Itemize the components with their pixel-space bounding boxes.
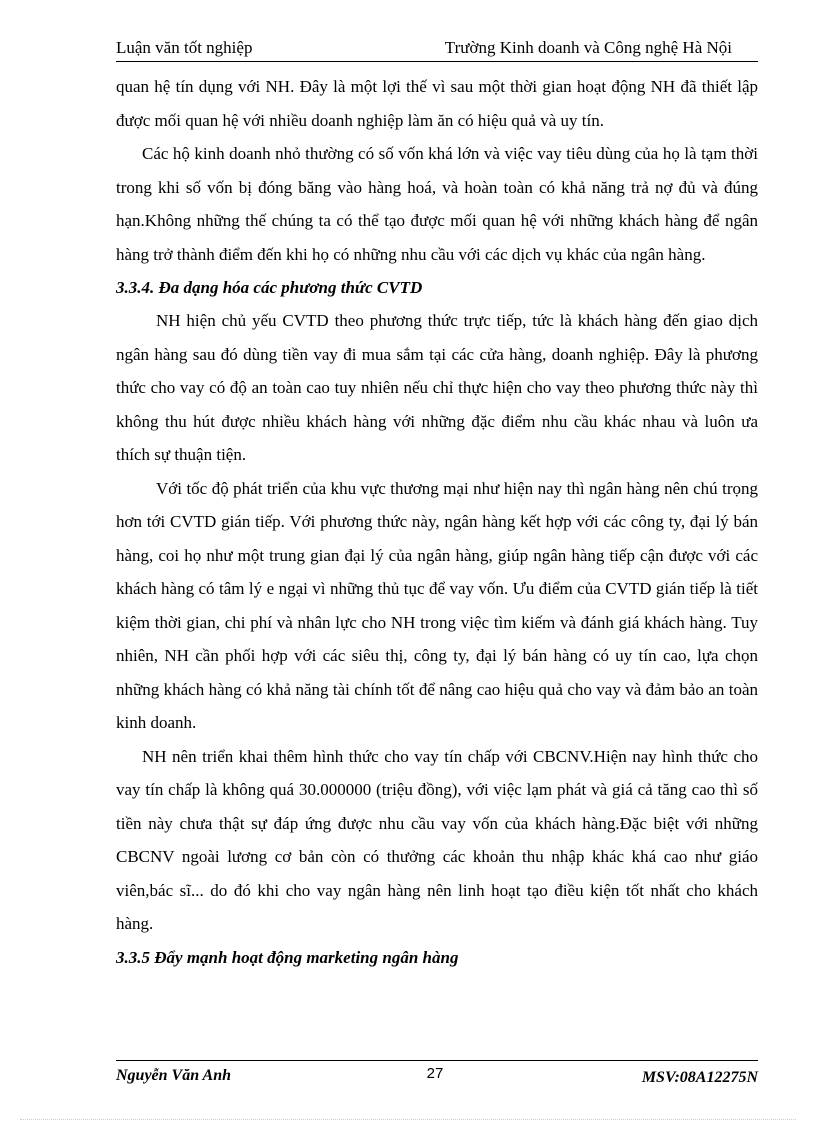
- page-bottom-edge: [20, 1119, 796, 1120]
- paragraph-household-business: Các hộ kinh doanh nhỏ thường có số vốn khá lớn và việc vay tiêu dùng của họ là tạm thời trong khi số vốn bị đóng băng vào hàng hoá, và hoàn toàn có khả năng trả nợ đủ và đúng hạn.Không những thế chúng ta có thể tạo được mối quan hệ với những khách hàng để ngân hàng trở thành điểm đến khi họ có những nhu cầu với các dịch vụ khác của ngân hàng.: [116, 144, 758, 264]
- page-header: [116, 38, 758, 60]
- page-number: 27: [426, 1065, 444, 1082]
- footer-divider: [116, 1060, 758, 1061]
- header-divider: [116, 61, 758, 62]
- section-heading-3-3-4: 3.3.4. Đa dạng hóa các phương thức CVTD: [116, 278, 423, 297]
- paragraph-indirect-lending: Với tốc độ phát triển của khu vực thương mại như hiện nay thì ngân hàng nên chú trọng hơn tới CVTD gián tiếp. Với phương thức này, ngân hàng kết hợp với các công ty, đại lý bán hàng, coi họ như một trung gian đại lý của ngân hàng, giúp ngân hàng tiếp cận được với các khách hàng có tâm lý e ngại vì những thủ tục để vay vốn. Ưu điểm của CVTD gián tiếp là tiết kiệm thời gian, chi phí và nhân lực cho NH trong việc tìm kiếm và đánh giá khách hàng. Tuy nhiên, NH cần phối hợp với các siêu thị, công ty, đại lý bán hàng có uy tín cao, lựa chọn những khách hàng có khả năng tài chính tốt để nâng cao hiệu quả cho vay và đảm bảo an toàn kinh doanh.: [116, 478, 758, 732]
- footer-student-id: MSV:08A12275N: [641, 1069, 758, 1086]
- page-body: [116, 70, 758, 974]
- paragraph-continuation: quan hệ tín dụng với NH. Đây là một lợi thế vì sau một thời gian hoạt động NH đã thiết lập được mối quan hệ với nhiều doanh nghiệp làm ăn có hiệu quả và uy tín.: [116, 77, 758, 130]
- footer-author: Nguyễn Văn Anh: [116, 1067, 231, 1084]
- section-heading-3-3-5: 3.3.5 Đẩy mạnh hoạt động marketing ngân hàng: [116, 947, 459, 967]
- paragraph-direct-lending: NH hiện chủ yếu CVTD theo phương thức trực tiếp, tức là khách hàng đến giao dịch ngân hàng sau đó dùng tiền vay đi mua sắm tại các cửa hàng, doanh nghiệp. Đây là phương thức cho vay có độ an toàn cao tuy nhiên nếu chỉ thực hiện cho vay theo phương thức này thì không thu hút được nhiều khách hàng với những đặc điểm nhu cầu khác nhau và luôn ưa thích sự thuận tiện.: [116, 311, 758, 464]
- header-thesis-label: Luận văn tốt nghiệp: [116, 38, 253, 57]
- header-school-name: Trường Kinh doanh và Công nghệ Hà Nội: [444, 38, 732, 57]
- paragraph-unsecured-loans: NH nên triển khai thêm hình thức cho vay tín chấp với CBCNV.Hiện nay hình thức cho vay tín chấp là không quá 30.000000 (triệu đồng), với việc lạm phát và giá cả tăng cao thì số tiền này chưa thật sự đáp ứng được nhu cầu vay vốn của khách hàng.Đặc biệt với những CBCNV ngoài lương cơ bản còn có thưởng các khoản thu nhập khác khá cao như giáo viên,bác sĩ... do đó khi cho vay ngân hàng nên linh hoạt tạo điều kiện tốt nhất cho khách hàng.: [116, 746, 758, 933]
